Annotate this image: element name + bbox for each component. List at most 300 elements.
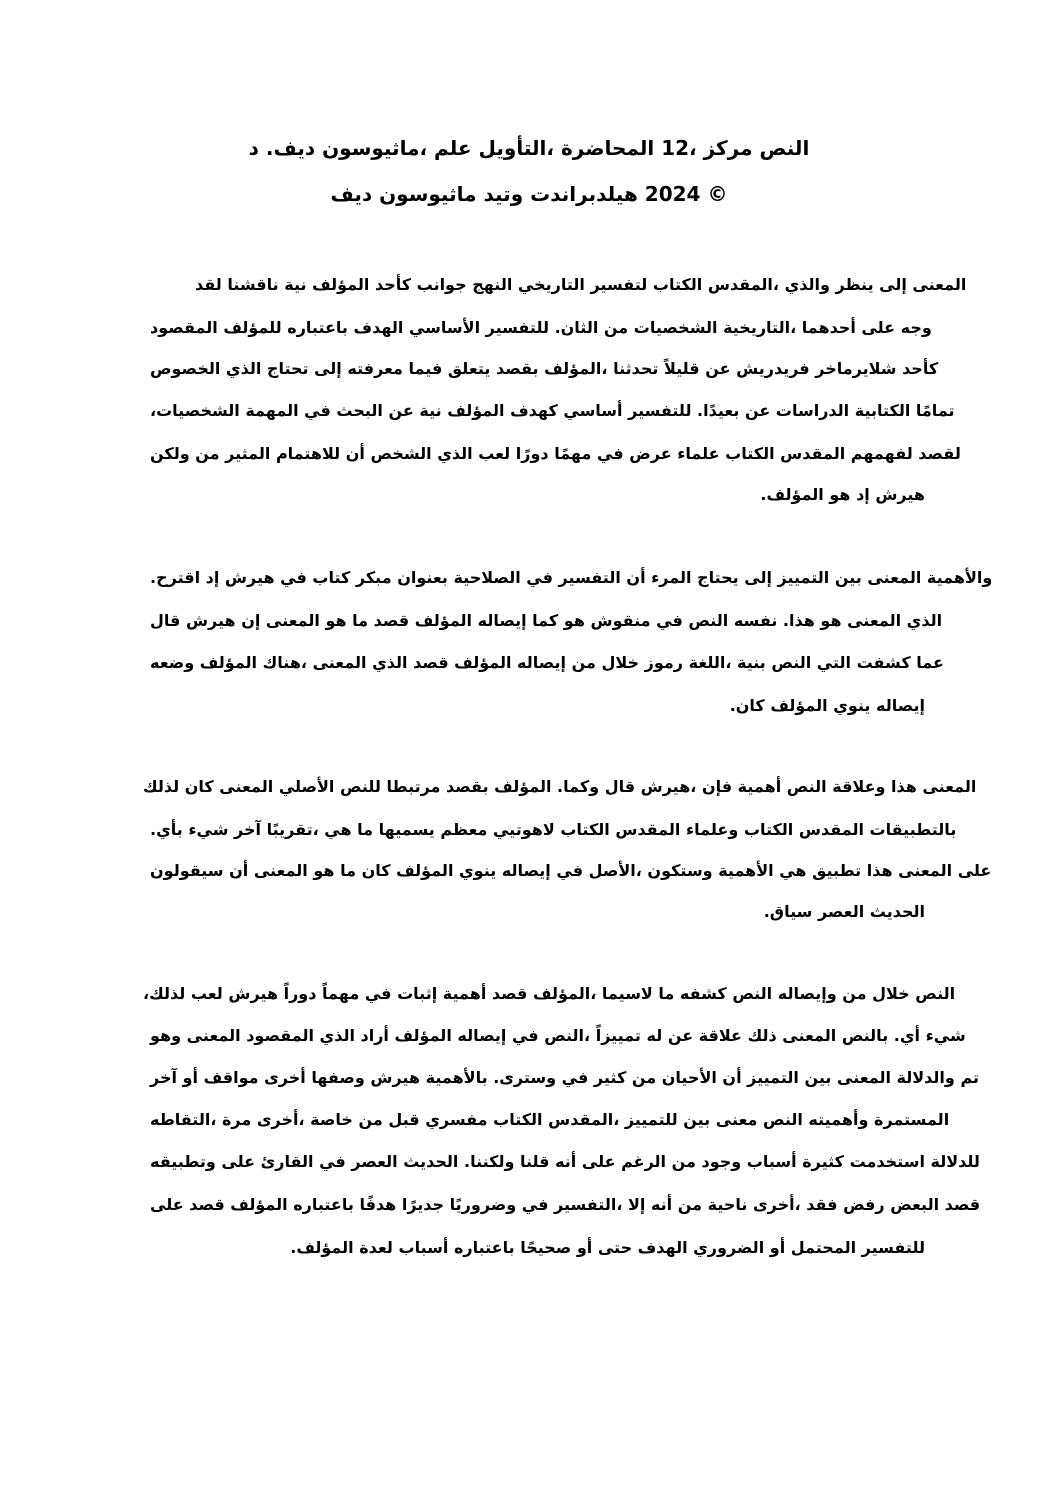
word: ما	[658, 984, 675, 1003]
word: بالنص	[841, 1026, 889, 1045]
word: .وسترى	[493, 1068, 557, 1087]
word: .هذا	[782, 611, 815, 630]
word: أسباب	[398, 1238, 449, 1257]
word: هو	[325, 611, 347, 630]
word: جديرًا	[401, 1195, 445, 1214]
word: بين	[834, 568, 862, 587]
word: على	[150, 1195, 184, 1214]
word: النص	[771, 653, 812, 672]
word: بنية	[737, 653, 766, 672]
word: المعنى	[912, 275, 967, 294]
word: .ديف	[265, 136, 316, 160]
word: البحث	[336, 401, 383, 420]
word: يحتاج	[697, 568, 739, 587]
word: آخر	[150, 1068, 177, 1087]
word: كأحد	[902, 359, 939, 378]
word: في	[656, 611, 683, 630]
word: في	[561, 1068, 589, 1087]
word: إيصاله	[457, 1026, 507, 1045]
word: المقدس	[780, 444, 846, 463]
text-line	[150, 401, 955, 420]
word: فيما	[408, 359, 443, 378]
word: المؤلف	[447, 401, 505, 420]
word: لعب	[478, 444, 511, 463]
word: المعنى	[847, 611, 902, 630]
word: عن	[705, 359, 731, 378]
word: الذي	[437, 444, 473, 463]
word: المؤلف	[230, 1195, 288, 1214]
word: ما	[340, 861, 356, 880]
word: إيصاله	[517, 653, 567, 672]
word: ذلك	[747, 1026, 777, 1045]
word: المعنى	[898, 861, 953, 880]
word: يتعلق	[447, 359, 491, 378]
word: إلا	[627, 1195, 646, 1214]
text-line	[150, 653, 944, 672]
word: النص	[915, 984, 956, 1003]
word: المعنى	[312, 653, 367, 672]
word: من	[677, 1195, 703, 1214]
word: أو	[769, 1238, 786, 1257]
word: الكتابية	[854, 401, 911, 420]
word: شلايرماخر	[815, 359, 897, 378]
word: أن	[345, 444, 365, 463]
word: في	[304, 401, 331, 420]
word: وصفها	[311, 1068, 365, 1087]
word: على	[581, 1152, 616, 1171]
text-line	[150, 1068, 979, 1087]
word: مواقف	[203, 1068, 259, 1087]
word: بقصد	[495, 359, 539, 378]
word: بالتطبيقات	[869, 820, 957, 839]
word: من	[571, 653, 596, 672]
word: لفهمهم	[850, 444, 913, 463]
word: عرض	[629, 444, 672, 463]
word: بين	[683, 1110, 711, 1129]
word: .سياق	[763, 902, 813, 921]
text-line	[150, 318, 932, 337]
word: الشخصيات	[633, 318, 718, 337]
word: وجود	[701, 1152, 742, 1171]
word: قصد	[373, 611, 410, 630]
word: لاسيما	[601, 984, 653, 1003]
word: للتفسير	[628, 401, 692, 420]
word: التفسير	[558, 568, 621, 587]
word: المستمرة	[874, 1110, 950, 1129]
word: علاقة	[698, 1026, 742, 1045]
word: ولكن	[150, 444, 190, 463]
word: التاريخية،	[723, 318, 797, 337]
word: المؤلف	[199, 653, 258, 672]
word: سيقولون	[150, 861, 224, 880]
word: الضروري	[693, 1238, 765, 1257]
word: من	[358, 1110, 383, 1129]
word: المؤلف	[394, 1026, 452, 1045]
word: لقد	[195, 275, 222, 294]
word: كهدف	[510, 401, 558, 420]
word: تمييزاً	[595, 1026, 641, 1045]
copyright-line	[0, 182, 1058, 206]
word: فريدريش	[736, 359, 810, 378]
word: ،الشخصيات	[150, 401, 240, 420]
word: قصد	[491, 984, 528, 1003]
word: أو	[182, 1068, 198, 1087]
word: والأهمية	[926, 568, 993, 587]
word: ماثيوسون،	[322, 136, 428, 160]
word: إد	[856, 485, 870, 504]
word: أنه	[555, 1152, 577, 1171]
word: شيء	[925, 1026, 966, 1045]
word: الذي	[906, 611, 943, 630]
word: كان	[184, 777, 214, 796]
word: المؤلف	[312, 275, 370, 294]
word: خلال	[872, 984, 910, 1003]
word: المقدس،	[548, 1110, 620, 1129]
word: 2024	[644, 182, 701, 206]
word: قلنا	[519, 1152, 550, 1171]
word: المقدس	[615, 820, 681, 839]
word: لاهوتيي	[492, 820, 555, 839]
word: وتيد	[483, 182, 524, 206]
word: صحيحًا	[520, 1238, 572, 1257]
word: هيرش	[185, 611, 236, 630]
word: التي	[816, 653, 852, 672]
word: النص	[786, 777, 827, 796]
word: تحتاج	[266, 359, 309, 378]
word: وأهميته	[808, 1110, 869, 1129]
word: علم	[434, 136, 472, 160]
word: قصد	[944, 1195, 981, 1214]
word: ينوي	[459, 861, 497, 880]
text-line	[150, 861, 992, 880]
word: هذا	[891, 777, 917, 796]
word: من	[603, 318, 629, 337]
word: هيرش	[875, 485, 925, 504]
word: نية	[419, 401, 442, 420]
word: المرء	[651, 568, 692, 587]
word: في	[511, 1026, 539, 1045]
word: على	[957, 861, 992, 880]
word: قبل	[388, 1110, 420, 1129]
word: النص،	[544, 1026, 591, 1045]
word: .كان	[729, 696, 765, 715]
text-line	[150, 359, 939, 378]
word: ديف	[330, 182, 373, 206]
word: النص	[732, 984, 773, 1003]
word: في	[364, 984, 392, 1003]
word: ©	[707, 182, 728, 206]
word: أن	[626, 568, 646, 587]
word: ،لذلك	[143, 984, 186, 1003]
text-line	[150, 611, 943, 630]
word: تقريبًا،	[266, 820, 319, 839]
word: التقاطه،	[150, 1110, 217, 1129]
word: أهمية	[442, 984, 487, 1003]
word: لعب	[190, 984, 223, 1003]
word: أخرى،	[752, 1195, 801, 1214]
word: الكتاب	[560, 820, 610, 839]
word: للمؤلف	[223, 318, 282, 337]
word: المقدس	[798, 820, 864, 839]
word: معرفته	[347, 359, 403, 378]
word: الكتاب	[743, 820, 794, 839]
word: عما	[916, 653, 944, 672]
word: في	[280, 568, 307, 587]
word: هي	[324, 820, 352, 839]
word: هي	[779, 861, 807, 880]
text-line	[195, 275, 967, 294]
word: بعنوان	[397, 568, 448, 587]
word: اللغة،	[688, 653, 732, 672]
word: الذي	[319, 1026, 355, 1045]
word: مهماً	[322, 984, 360, 1003]
word: وضروريًا	[449, 1195, 517, 1214]
word: هيرش	[370, 1068, 421, 1087]
word: 12،	[661, 136, 697, 160]
word: تحدثنا	[613, 359, 659, 378]
word: له	[646, 1026, 663, 1045]
word: على	[221, 1152, 256, 1171]
word: كما	[532, 611, 559, 630]
word: المعنى	[782, 1026, 837, 1045]
word: أخرى،	[256, 1110, 305, 1129]
word: المؤلف	[396, 861, 454, 880]
word: الحديث	[869, 902, 925, 921]
word: المعنى	[253, 861, 308, 880]
word: الرغم	[621, 1152, 667, 1171]
word: إن	[241, 611, 261, 630]
text-line	[150, 1238, 925, 1257]
word: مركز	[703, 136, 753, 160]
word: كثيرة	[802, 1152, 844, 1171]
word: الأساسي	[408, 318, 481, 337]
word: .بعيدًا	[697, 401, 740, 420]
word: العصر	[351, 1152, 398, 1171]
word: لقصد	[918, 444, 961, 463]
word: أنه	[650, 1195, 673, 1214]
word: من	[195, 444, 220, 463]
word: قال	[150, 611, 181, 630]
word: المعنى	[186, 1026, 241, 1045]
word: الذي	[372, 653, 408, 672]
word: من	[842, 984, 867, 1003]
word: وعلاقة	[832, 777, 886, 796]
word: وإيصاله	[777, 984, 837, 1003]
word: أحدهما	[801, 318, 856, 337]
word: المعنى	[922, 777, 977, 796]
word: لذلك	[143, 777, 180, 796]
word: المحاضرة	[560, 136, 655, 160]
word: الأهمية	[718, 861, 774, 880]
word: مفسري	[425, 1110, 488, 1129]
word: معنى	[715, 1110, 758, 1129]
word: الأصل،	[588, 861, 642, 880]
word: وجه	[900, 318, 932, 337]
word: هيرش	[224, 568, 275, 587]
word: هو	[829, 485, 851, 504]
word: عن	[745, 401, 771, 420]
word: النهج	[472, 275, 513, 294]
word: هيلدبراندت	[530, 182, 638, 206]
word: الدراسات	[775, 401, 850, 420]
word: الأصلي	[278, 777, 335, 796]
word: الحديث	[403, 1152, 459, 1171]
word: في	[521, 1195, 549, 1214]
word: حتى	[597, 1238, 633, 1257]
word: نفسه	[733, 611, 778, 630]
word: لتفسير	[590, 275, 648, 294]
word: البعض	[890, 1195, 940, 1214]
word: النص	[688, 611, 729, 630]
word: على	[861, 318, 896, 337]
word: تم	[960, 1068, 979, 1087]
text-line	[150, 696, 925, 715]
word: إيصاله	[876, 696, 925, 715]
text-line	[150, 820, 957, 839]
word: إيصاله	[501, 861, 551, 880]
word: .بأي	[150, 820, 183, 839]
word: وستكون	[647, 861, 713, 880]
word: هو	[820, 611, 842, 630]
word: من	[671, 1152, 696, 1171]
word: المعنى	[867, 568, 922, 587]
word: .المؤلف	[760, 485, 824, 504]
word: المؤلف،	[532, 984, 597, 1003]
word: قصد	[413, 653, 449, 672]
word: معظم	[440, 820, 488, 839]
word: الكتاب	[493, 1110, 543, 1129]
word: بالأهمية	[425, 1068, 488, 1087]
word: هو	[313, 861, 335, 880]
word: العصر	[817, 902, 865, 921]
word: الهدف	[353, 318, 404, 337]
word: د	[248, 136, 259, 160]
word: هناك،	[262, 653, 307, 672]
word: آخر	[234, 820, 261, 839]
word: كان	[361, 861, 391, 880]
word: تطبيق	[812, 861, 862, 880]
word: .الثان	[554, 318, 599, 337]
word: المقصود	[150, 318, 218, 337]
word: في	[319, 1152, 346, 1171]
lecture-title	[0, 136, 1058, 160]
word: التفسير،	[554, 1195, 623, 1214]
word: للاهتمام	[275, 444, 341, 463]
word: المهمة	[245, 401, 299, 420]
word: .وكما	[557, 777, 600, 796]
word: دوراً	[283, 984, 317, 1003]
word: عن	[667, 1026, 694, 1045]
word: .المؤلف	[290, 1238, 354, 1257]
word: كشفه	[679, 984, 727, 1003]
word: إد	[205, 568, 220, 587]
word: مرتبطا	[386, 777, 441, 796]
word: .اقترح	[150, 568, 201, 587]
word: نية	[284, 275, 307, 294]
text-line	[150, 1195, 981, 1214]
text-line	[150, 485, 925, 504]
word: أن	[722, 1068, 742, 1087]
word: إلى	[879, 275, 907, 294]
word: فإن	[701, 777, 733, 796]
word: كتاب	[312, 568, 351, 587]
word: الهدف	[637, 1238, 688, 1257]
word: الشخص	[370, 444, 432, 463]
word: النص	[762, 1110, 803, 1129]
text-line	[150, 1110, 950, 1129]
word: المؤلف	[454, 653, 512, 672]
word: التمييز	[747, 1068, 799, 1087]
word: دورًا	[515, 444, 549, 463]
word: استخدمت	[849, 1152, 925, 1171]
word: باعتباره	[293, 1195, 354, 1214]
word: الكتاب	[725, 444, 775, 463]
word: المؤلف	[770, 696, 828, 715]
word: هو	[563, 611, 585, 630]
word: للتمييز	[624, 1110, 678, 1129]
word: للدلالة	[930, 1152, 980, 1171]
word: كأحد	[374, 275, 412, 294]
word: ناقشنا	[227, 275, 279, 294]
word: هيرش،	[640, 777, 697, 796]
word: أو	[576, 1238, 593, 1257]
word: أراد	[360, 1026, 389, 1045]
word: رفض	[843, 1195, 885, 1214]
text-line	[143, 777, 977, 796]
text-line	[143, 984, 956, 1003]
word: في	[556, 861, 584, 880]
word: الصلاحية	[453, 568, 521, 587]
word: المعنى	[265, 611, 320, 630]
word: ماثيوسون	[379, 182, 477, 206]
word: إلى	[314, 359, 342, 378]
word: ما	[357, 820, 374, 839]
word: جوانب	[416, 275, 467, 294]
word: هذا	[866, 861, 893, 880]
word: عن	[388, 401, 414, 420]
word: مبكر	[355, 568, 392, 587]
word: ينوي	[833, 696, 871, 715]
word: من	[631, 1068, 657, 1087]
word: إثبات	[397, 984, 438, 1003]
word: وتطبيقه	[150, 1152, 216, 1171]
word: مرة	[221, 1110, 252, 1129]
word: التأويل،	[478, 136, 554, 160]
word: المؤلف	[494, 777, 552, 796]
word: للنص	[339, 777, 381, 796]
word: فقد	[806, 1195, 838, 1214]
word: الأحيان	[661, 1068, 717, 1087]
word: المقصود	[246, 1026, 314, 1045]
word: خاصة	[310, 1110, 353, 1129]
word: وهو	[150, 1026, 182, 1045]
word: القارئ	[260, 1152, 314, 1171]
word: بقصد	[446, 777, 489, 796]
word: والذي	[784, 275, 830, 294]
word: الخصوص	[150, 359, 221, 378]
word: المحتمل	[790, 1238, 857, 1257]
word: .أي	[893, 1026, 921, 1045]
word: والدلالة	[896, 1068, 955, 1087]
word: ناحية	[707, 1195, 748, 1214]
word: هدفًا	[359, 1195, 397, 1214]
word: إيصاله	[477, 611, 527, 630]
word: مهمًا	[554, 444, 592, 463]
word: قصد	[189, 1195, 225, 1214]
text-line	[150, 1026, 966, 1045]
text-line	[150, 902, 925, 921]
word: الكتاب	[652, 275, 703, 294]
